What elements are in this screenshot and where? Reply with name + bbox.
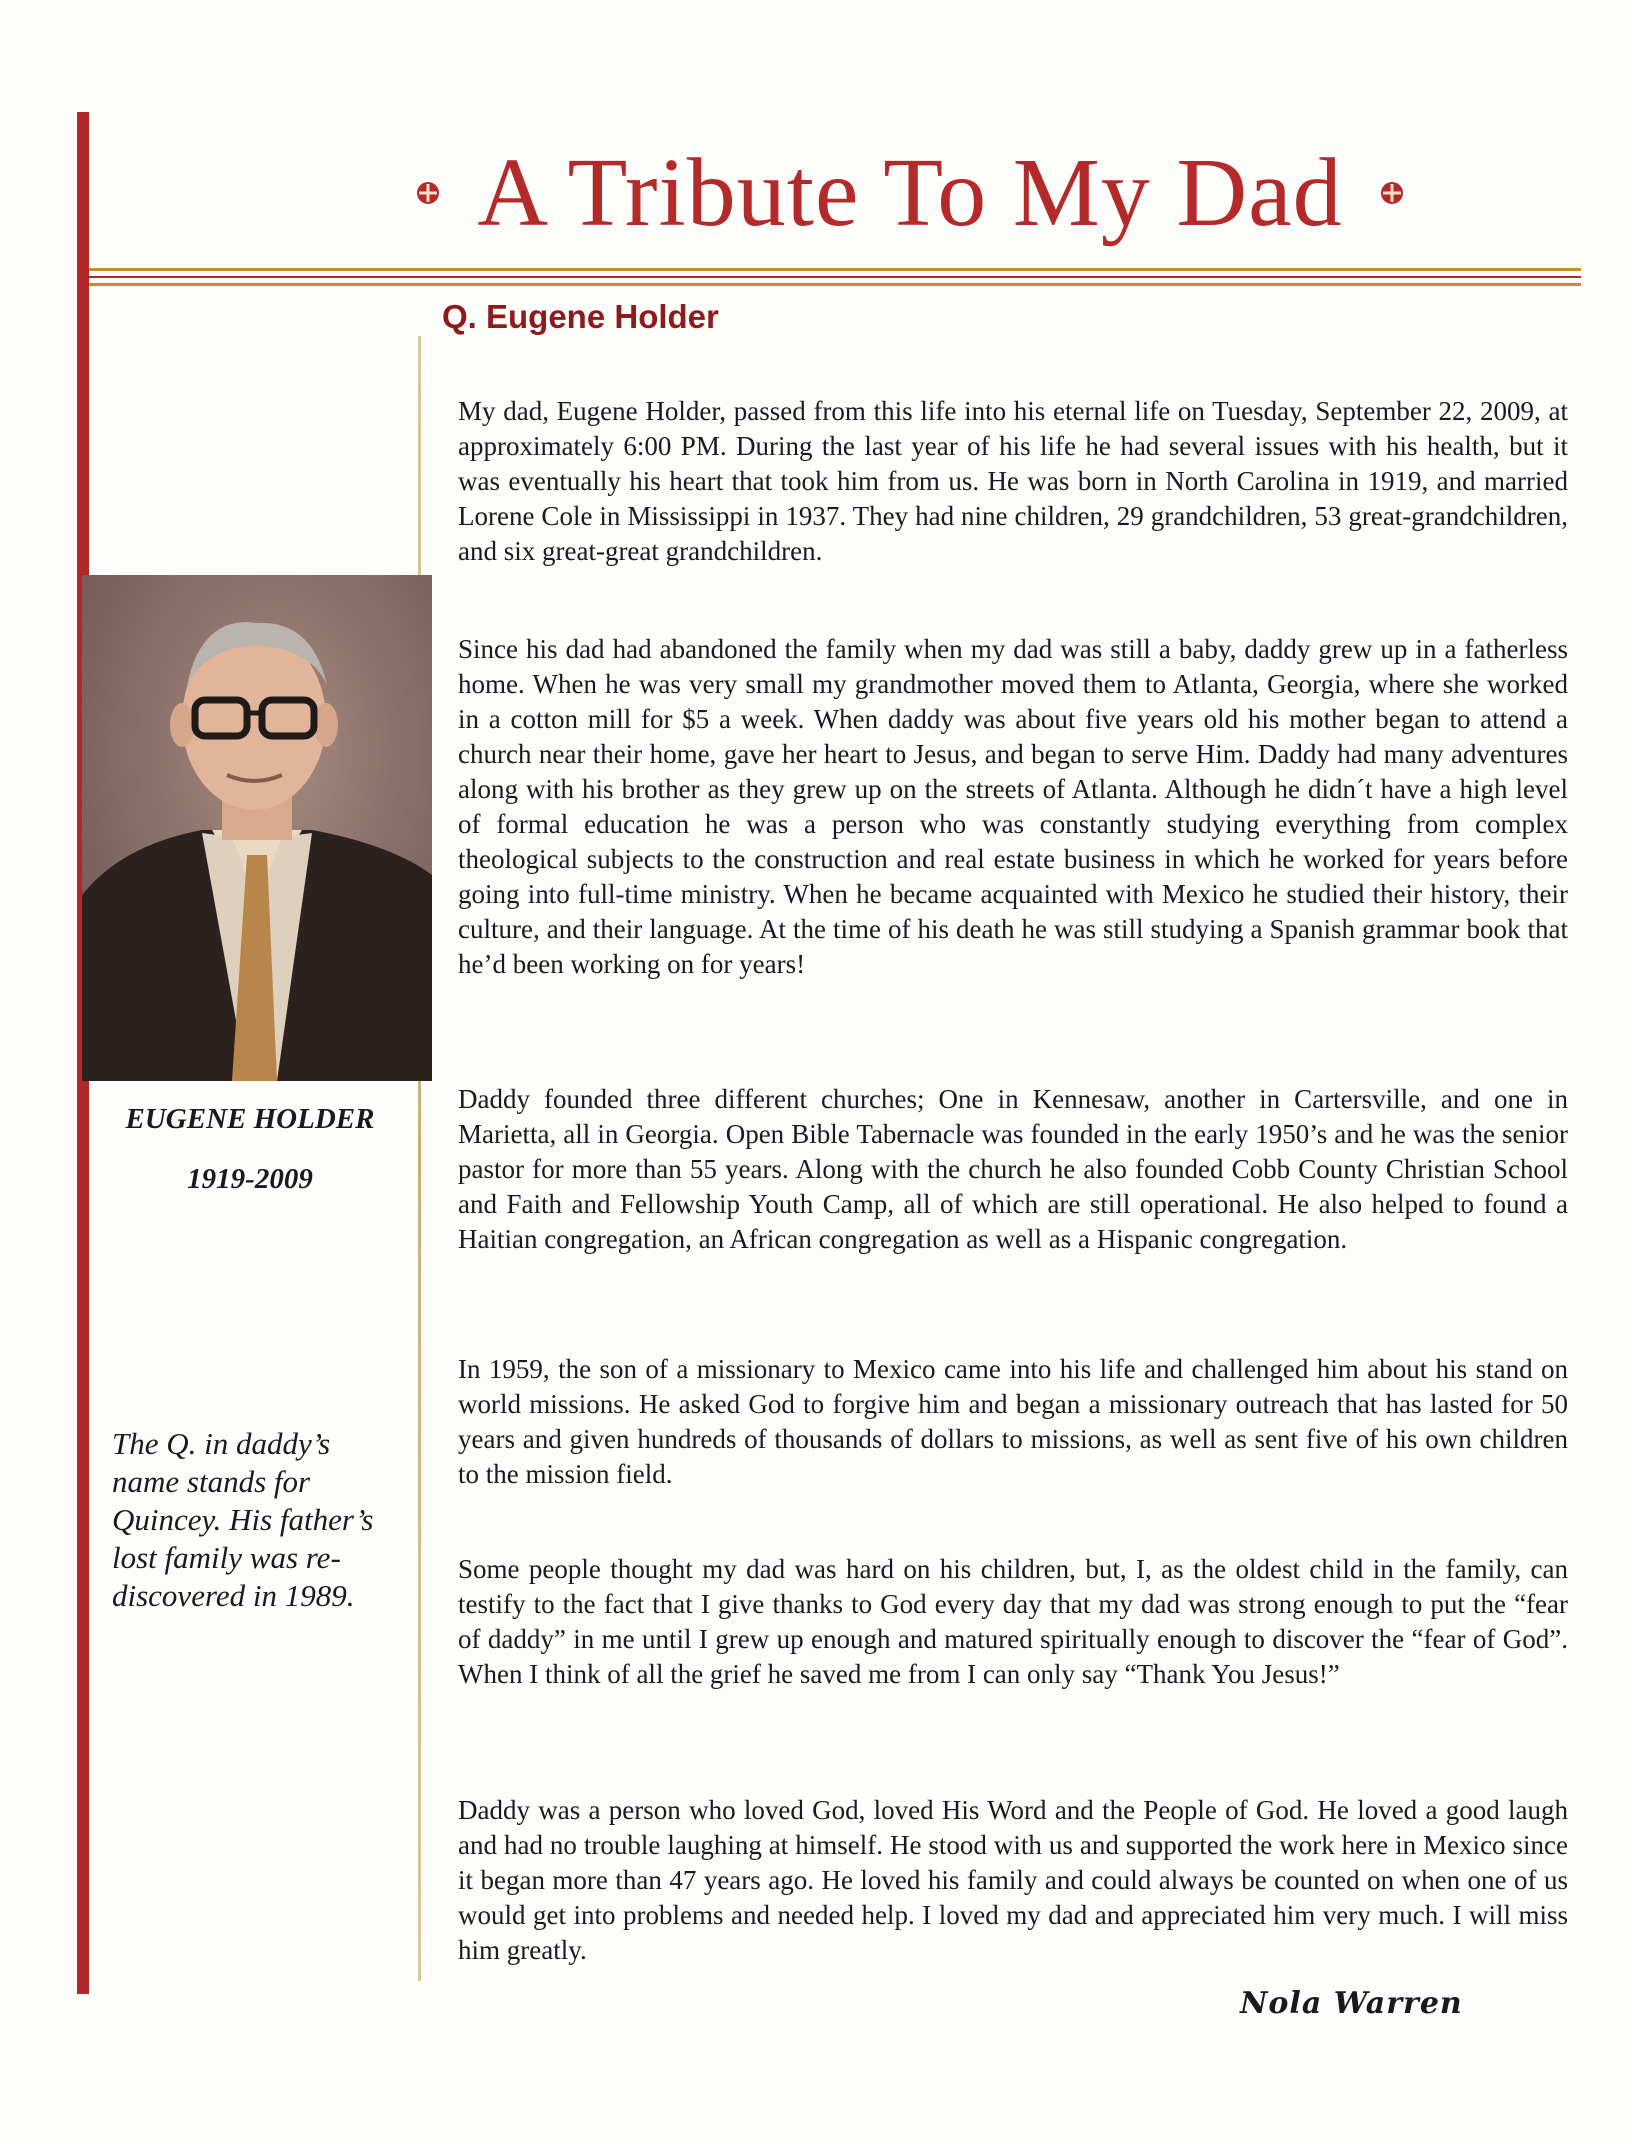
body-paragraph: My dad, Eugene Holder, passed from this life into his eternal life on Tuesday, September 22, 2009, at approximately 6:00 PM. During the last year of his life he had several issues with his health, but it was eventually his heart that took him from us. He was born in North Carolina in 1919, and married Lorene Cole in Mississippi in 1937. They had nine children, 29 grandchildren, 53 great-grandchildren, and six great-great grandchildren. xyxy=(458,396,1568,566)
title-row xyxy=(380,128,1440,258)
signature: Nola Warren xyxy=(1240,1986,1463,2021)
portrait-photo xyxy=(82,575,432,1081)
header-rule-middle xyxy=(89,276,1581,278)
body-paragraph: Daddy founded three different churches; One in Kennesaw, another in Cartersville, and one in Marietta, all in Georgia. Open Bible Tabernacle was founded in the early 1950’s and he was the senior pastor for more than 55 years. Along with the church he also founded Cobb County Christian School and Faith and Fellowship Youth Camp, all of which are still operational. He also helped to found a Haitian congregation, an African congregation as well as a Hispanic congregation. xyxy=(458,1084,1568,1254)
ornament-left-icon xyxy=(415,180,441,206)
header-rule-top xyxy=(89,268,1581,271)
body-paragraph: In 1959, the son of a missionary to Mexico came into his life and challenged him about his stand on world missions. He asked God to forgive him and began a missionary outreach that has lasted for 50 years and given hundreds of thousands of dollars to missions, as well as sent five of his own children to the mission field. xyxy=(458,1354,1568,1489)
page-title: A Tribute To My Dad xyxy=(477,139,1343,247)
body-paragraph: Since his dad had abandoned the family when my dad was still a baby, daddy grew up in a fatherless home. When he was very small my grandmother moved them to Atlanta, Georgia, where she worked in a cotton mill for $5 a week. When daddy was about five years old his mother began to attend a church near their home, gave her heart to Jesus, and began to serve Him. Daddy had many adventures along with his brother as they grew up on the streets of Atlanta. Although he didn´t have a high level of formal education he was a person who was constantly studying everything from complex theological subjects to the construction and real estate business in which he worked for years before going into full-time ministry. When he became acquainted with Mexico he studied their history, their culture, and their language. At the time of his death he was still studying a Spanish grammar book that he’d been working on for years! xyxy=(458,634,1568,979)
body-paragraph: Daddy was a person who loved God, loved His Word and the People of God. He loved a good laugh and had no trouble laughing at himself. He stood with us and supported the work here in Mexico since it began more than 47 years ago. He loved his family and could always be counted on when one of us would get into problems and needed help. I loved my dad and appreciated him very much. I will miss him greatly. xyxy=(458,1795,1568,1965)
body-paragraph: Some people thought my dad was hard on his children, but, I, as the oldest child in the family, can testify to the fact that I give thanks to God every day that my dad was strong enough to put the “fear of daddy” in me until I grew up enough and matured spiritually enough to discover the “fear of God”. When I think of all the grief he saved me from I can only say “Thank You Jesus!” xyxy=(458,1554,1568,1689)
photo-caption-name: EUGENE HOLDER xyxy=(125,1103,375,1135)
photo-caption-years: 1919-2009 xyxy=(187,1163,313,1195)
ornament-right-icon xyxy=(1379,180,1405,206)
header-rule-bottom xyxy=(89,283,1581,286)
sidebar-note: The Q. in daddy’s name stands for Quincey. His father’s lost family was re-discovered in 1989. xyxy=(112,1426,374,1613)
subtitle: Q. Eugene Holder xyxy=(442,298,719,335)
